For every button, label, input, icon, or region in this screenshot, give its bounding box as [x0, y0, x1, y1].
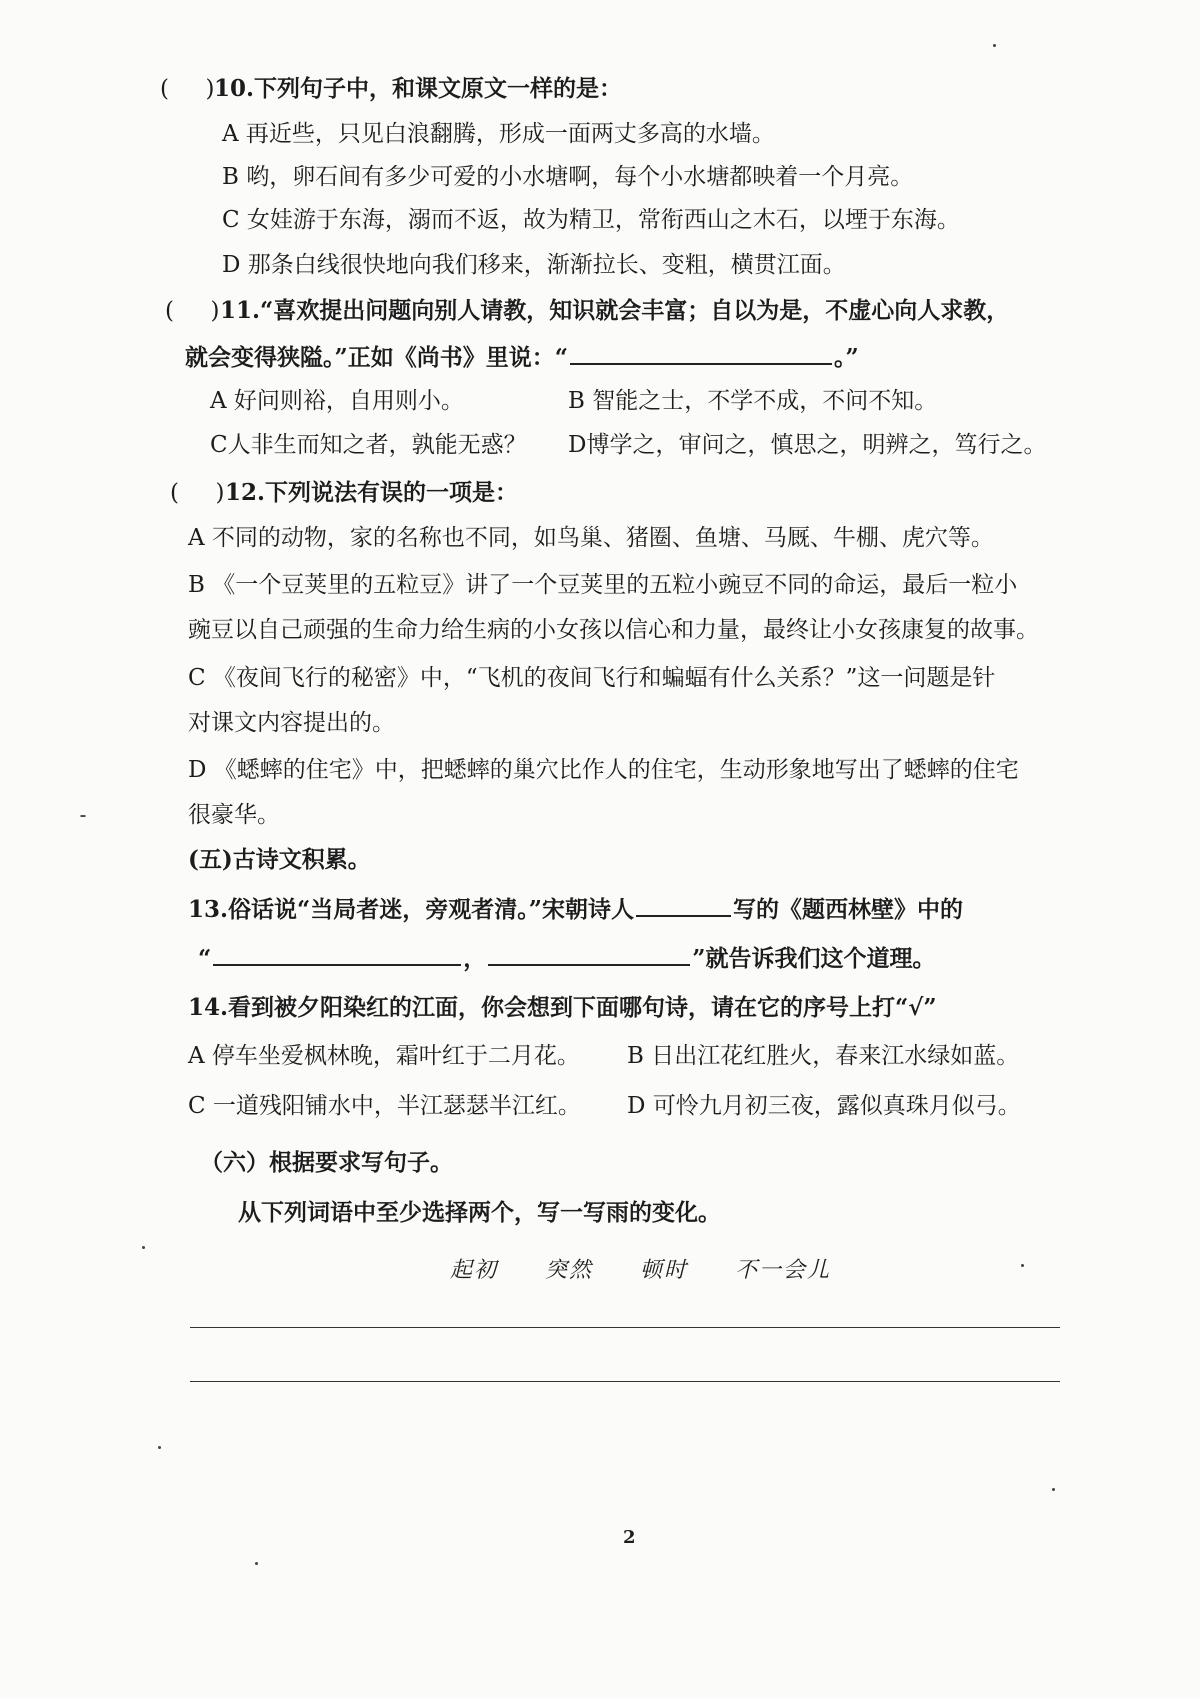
q12-line: 对课文内容提出的。	[188, 710, 395, 736]
q12-line: B 《一个豆荚里的五粒豆》讲了一个豆荚里的五粒小豌豆不同的命运，最后一粒小	[188, 572, 1018, 598]
q10-option-a: A 再近些，只见白浪翻腾，形成一面两丈多高的水墙。	[222, 121, 775, 147]
page-number: 2	[623, 1527, 636, 1548]
q12-stem: 12.下列说法有误的一项是：	[225, 479, 519, 506]
scan-speck	[1021, 1264, 1024, 1267]
q12-answer-paren[interactable]: ( )	[170, 480, 225, 506]
q13-line2	[198, 942, 935, 974]
scan-speck	[80, 815, 86, 817]
word-bank	[450, 1253, 869, 1284]
q12-line: 很豪华。	[188, 802, 280, 828]
q11-stem-before-blank: 就会变得狭隘。”正如《尚书》里说：“	[185, 344, 568, 371]
q13-verse-blank-2[interactable]	[488, 942, 690, 966]
q11-answer-blank[interactable]	[570, 341, 832, 365]
q14-option-d[interactable]: D 可怜九月初三夜，露似真珠月似弓。	[627, 1093, 1021, 1119]
q12-line: D 《蟋蟀的住宅》中，把蟋蟀的巢穴比作人的住宅，生动形象地写出了蟋蟀的住宅	[188, 757, 1019, 783]
q10-option-c: C 女娃游于东海，溺而不返，故为精卫，常衔西山之木石，以堙于东海。	[222, 207, 960, 233]
q11-stem-line1: 11.“喜欢提出问题向别人请教，知识就会丰富；自以为是，不虚心向人求教，	[220, 297, 1010, 324]
q11-option-a: A 好问则裕，自用则小。	[210, 388, 464, 414]
q13-text-after-blank: 写的《题西林壁》中的	[732, 896, 963, 923]
q11-option-d: D博学之，审问之，慎思之，明辨之，笃行之。	[568, 432, 1047, 458]
word-bank-item: 突然	[545, 1258, 594, 1283]
scan-speck	[1052, 1488, 1055, 1491]
q11-stem-line2	[185, 341, 859, 373]
q10-answer-paren[interactable]: ( )	[160, 76, 215, 102]
section5-title: (五)古诗文积累。	[188, 846, 371, 873]
q13-text-before-blank: 13.俗话说“当局者迷，旁观者清。”宋朝诗人	[188, 896, 634, 923]
q11-stem-after-blank: 。”	[833, 344, 859, 371]
q11-option-c: C人非生而知之者，孰能无惑？	[210, 432, 527, 458]
writing-line-1[interactable]	[190, 1327, 1060, 1328]
scan-speck	[158, 1446, 161, 1449]
q13-verse-blank-1[interactable]	[213, 942, 461, 966]
q10-option-d: D 那条白线很快地向我们移来，渐渐拉长、变粗，横贯江面。	[222, 252, 846, 278]
q10-stem: 10.下列句子中，和课文原文一样的是：	[214, 75, 623, 102]
q13-line1	[188, 893, 963, 925]
q12-line: A 不同的动物，家的名称也不同，如鸟巢、猪圈、鱼塘、马厩、牛棚、虎穴等。	[188, 525, 994, 551]
word-bank-item: 不一会儿	[735, 1258, 832, 1283]
section6-instruction: 从下列词语中至少选择两个，写一写雨的变化。	[238, 1199, 721, 1226]
q14-option-b[interactable]: B 日出江花红胜火，春来江水绿如蓝。	[627, 1043, 1020, 1069]
word-bank-item: 顿时	[640, 1258, 689, 1283]
q14-stem: 14.看到被夕阳染红的江面，你会想到下面哪句诗，请在它的序号上打“√”	[188, 994, 937, 1021]
q11-answer-paren[interactable]: ( )	[165, 298, 220, 324]
scan-speck	[993, 44, 996, 47]
section6-title: （六）根据要求写句子。	[200, 1149, 453, 1176]
q14-option-c[interactable]: C 一道残阳铺水中，半江瑟瑟半江红。	[188, 1093, 581, 1119]
q10-option-b: B 哟，卵石间有多少可爱的小水塘啊，每个小水塘都映着一个月亮。	[222, 164, 914, 190]
q12-line: C 《夜间飞行的秘密》中，“飞机的夜间飞行和蝙蝠有什么关系？”这一问题是针	[188, 665, 996, 691]
q13-text-after: ”就告诉我们这个道理。	[692, 945, 936, 972]
scan-speck	[255, 1562, 258, 1565]
word-bank-item: 起初	[450, 1258, 499, 1283]
scan-speck	[142, 1246, 145, 1249]
q12-line: 豌豆以自己顽强的生命力给生病的小女孩以信心和力量，最终让小女孩康复的故事。	[188, 617, 1039, 643]
writing-line-2[interactable]	[190, 1381, 1060, 1382]
q13-open-quote: “	[198, 945, 212, 972]
q13-poet-blank[interactable]	[636, 893, 731, 917]
q11-option-b: B 智能之士，不学不成，不问不知。	[568, 388, 938, 414]
q14-option-a[interactable]: A 停车坐爱枫林晚，霜叶红于二月花。	[188, 1043, 580, 1069]
q13-comma: ，	[463, 945, 487, 972]
